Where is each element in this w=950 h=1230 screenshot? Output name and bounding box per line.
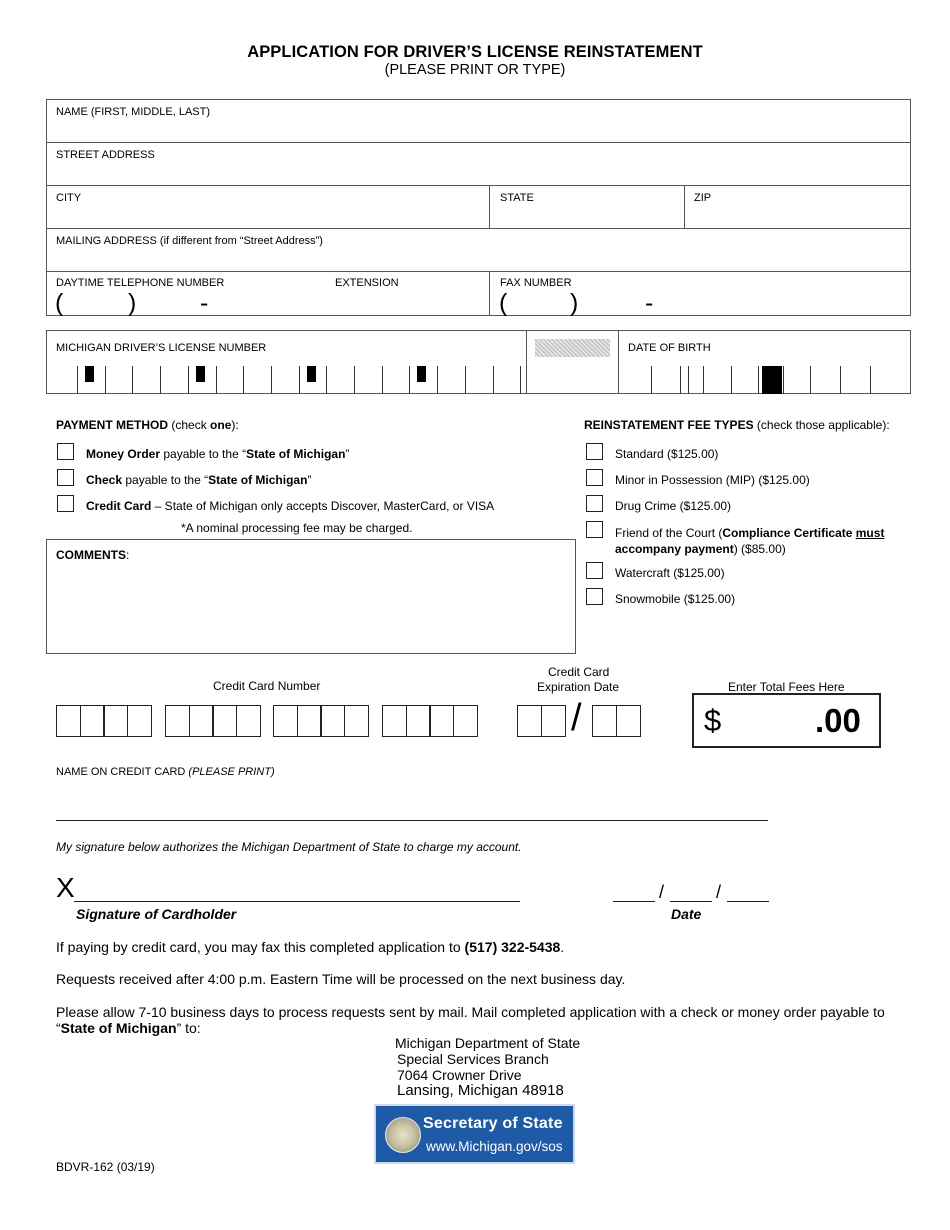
card-digit-cell[interactable] (406, 705, 431, 737)
cents-value: .00 (815, 702, 861, 739)
name-on-card-label: NAME ON CREDIT CARD (PLEASE PRINT) (56, 766, 275, 778)
card-digit-cell[interactable] (236, 705, 261, 737)
city-field[interactable]: CITY (56, 192, 82, 204)
expiration-digit-cell[interactable] (616, 705, 641, 737)
fax-paren-close: ) (570, 289, 579, 317)
license-digit-tick (216, 366, 217, 394)
street-address-field[interactable]: STREET ADDRESS (56, 149, 155, 161)
state-field[interactable]: STATE (500, 192, 534, 204)
address-line-2: Special Services Branch (397, 1051, 549, 1067)
form-number: BDVR-162 (03/19) (56, 1160, 155, 1174)
credit-card-checkbox[interactable] (57, 495, 74, 512)
check-label: Check payable to the “State of Michigan” (86, 473, 312, 487)
form-title: APPLICATION FOR DRIVER’S LICENSE REINSTATEMENT (247, 43, 703, 61)
address-line-1: Michigan Department of State (395, 1035, 581, 1051)
card-digit-cell[interactable] (453, 705, 478, 737)
license-number-field[interactable]: MICHIGAN DRIVER’S LICENSE NUMBER (56, 342, 267, 354)
card-digit-cell[interactable] (127, 705, 152, 737)
deadline-instructions: Requests received after 4:00 p.m. Eastern Time will be processed on the next business day. (56, 971, 626, 987)
license-separator-block (196, 366, 205, 382)
card-digit-cell[interactable] (344, 705, 369, 737)
daytime-phone-field[interactable]: DAYTIME TELEPHONE NUMBER (56, 277, 225, 289)
money-order-checkbox[interactable] (57, 443, 74, 460)
expiration-slash: / (571, 697, 582, 739)
dob-digit-tick (703, 366, 704, 394)
dob-digit-tick (688, 366, 689, 394)
license-digit-tick (271, 366, 272, 394)
card-digit-cell[interactable] (165, 705, 190, 737)
fax-paren-open: ( (499, 289, 508, 317)
mail-instructions-1: Please allow 7-10 business days to process requests sent by mail. Mail completed application with a check or money order payable to (56, 1004, 885, 1020)
card-digit-cell[interactable] (103, 705, 128, 737)
standard-fee-checkbox[interactable] (586, 443, 603, 460)
card-digit-cell[interactable] (189, 705, 214, 737)
phone-dash: - (200, 289, 209, 317)
license-digit-tick (326, 366, 327, 394)
credit-card-label: Credit Card – State of Michigan only accepts Discover, MasterCard, or VISA (86, 499, 495, 513)
card-digit-cell[interactable] (297, 705, 322, 737)
license-digit-tick (437, 366, 438, 394)
date-label: Date (671, 906, 702, 922)
license-separator-block (417, 366, 426, 382)
dob-digit-tick (651, 366, 652, 394)
address-line-4: Lansing, Michigan 48918 (397, 1082, 564, 1099)
name-on-card-line[interactable] (56, 820, 768, 821)
snowmobile-fee-checkbox[interactable] (586, 588, 603, 605)
check-checkbox[interactable] (57, 469, 74, 486)
dob-digit-tick (870, 366, 871, 394)
authorization-statement: My signature below authorizes the Michigan Department of State to charge my account. (56, 840, 522, 854)
expiration-digit-cell[interactable] (517, 705, 542, 737)
date-month-line[interactable] (613, 901, 655, 902)
card-digit-cell[interactable] (382, 705, 407, 737)
mailing-address-field[interactable]: MAILING ADDRESS (if different from “Street Address”) (56, 235, 323, 247)
dob-separator-block (762, 366, 782, 394)
money-order-label: Money Order payable to the “State of Michigan” (86, 447, 350, 461)
card-digit-cell[interactable] (212, 705, 237, 737)
signature-label: Signature of Cardholder (76, 906, 237, 922)
name-field[interactable]: NAME (FIRST, MIDDLE, LAST) (56, 106, 211, 118)
zip-field[interactable]: ZIP (694, 192, 712, 204)
dob-digit-tick (731, 366, 732, 394)
card-digit-cell[interactable] (429, 705, 454, 737)
expiration-label-1: Credit Card (548, 665, 610, 679)
signature-x: X (56, 872, 75, 903)
drug-crime-fee-label: Drug Crime ($125.00) (615, 499, 732, 513)
card-digit-cell[interactable] (80, 705, 105, 737)
license-digit-tick (299, 366, 300, 394)
mip-fee-checkbox[interactable] (586, 469, 603, 486)
credit-card-number-label: Credit Card Number (213, 679, 321, 693)
logo-title: Secretary of State (423, 1115, 563, 1132)
date-slash-2: / (716, 882, 722, 902)
expiration-digit-cell[interactable] (592, 705, 617, 737)
state-seal-icon (385, 1117, 421, 1153)
date-of-birth-field[interactable]: DATE OF BIRTH (628, 342, 711, 354)
date-year-line[interactable] (727, 901, 769, 902)
license-digit-tick (160, 366, 161, 394)
friend-of-court-fee-label: Friend of the Court (Compliance Certificate must accompany payment) ($85.00) (615, 526, 885, 556)
extension-field[interactable]: EXTENSION (335, 277, 399, 289)
logo-url: www.Michigan.gov/sos (426, 1139, 563, 1154)
dollar-sign: $ (704, 703, 722, 738)
gray-shaded-block (535, 339, 610, 357)
comments-label: COMMENTS: (56, 548, 130, 562)
watercraft-fee-checkbox[interactable] (586, 562, 603, 579)
card-digit-cell[interactable] (273, 705, 298, 737)
snowmobile-fee-label: Snowmobile ($125.00) (615, 592, 736, 606)
address-line-3: 7064 Crowner Drive (397, 1067, 522, 1083)
fee-types-heading: REINSTATEMENT FEE TYPES (check those applicable): (584, 418, 890, 432)
payment-method-heading: PAYMENT METHOD (check one): (56, 418, 239, 432)
license-digit-tick (132, 366, 133, 394)
fax-dash: - (645, 289, 654, 317)
license-separator-block (85, 366, 94, 382)
mail-instructions-2: “State of Michigan” to: (56, 1020, 201, 1036)
total-fees-label: Enter Total Fees Here (728, 680, 845, 694)
expiration-label-2: Expiration Date (537, 680, 620, 694)
license-digit-tick (354, 366, 355, 394)
drug-crime-fee-checkbox[interactable] (586, 495, 603, 512)
card-digit-cell[interactable] (320, 705, 345, 737)
license-digit-tick (243, 366, 244, 394)
dob-digit-tick (758, 366, 759, 394)
license-separator-block (307, 366, 316, 382)
license-digit-tick (465, 366, 466, 394)
friend-of-court-fee-checkbox[interactable] (586, 521, 603, 538)
fax-instructions: If paying by credit card, you may fax this completed application to (517) 322-5438. (56, 939, 565, 955)
date-slash-1: / (659, 882, 665, 902)
license-digit-tick (77, 366, 78, 394)
license-digit-tick (409, 366, 410, 394)
expiration-digit-cell[interactable] (541, 705, 566, 737)
standard-fee-label: Standard ($125.00) (615, 447, 719, 461)
phone-paren-open: ( (55, 289, 64, 317)
dob-digit-tick (810, 366, 811, 394)
license-digit-tick (382, 366, 383, 394)
license-digit-tick (493, 366, 494, 394)
signature-line[interactable] (74, 901, 520, 902)
date-day-line[interactable] (670, 901, 712, 902)
dob-digit-tick (840, 366, 841, 394)
license-digit-tick (105, 366, 106, 394)
watercraft-fee-label: Watercraft ($125.00) (615, 566, 725, 580)
license-digit-tick (188, 366, 189, 394)
form-subtitle: (PLEASE PRINT OR TYPE) (384, 62, 566, 78)
phone-paren-close: ) (128, 289, 137, 317)
license-digit-tick (520, 366, 521, 394)
dob-digit-tick (680, 366, 681, 394)
mip-fee-label: Minor in Possession (MIP) ($125.00) (615, 473, 810, 487)
nominal-fee-note: *A nominal processing fee may be charged. (181, 521, 413, 535)
fax-number-field[interactable]: FAX NUMBER (500, 277, 572, 289)
card-digit-cell[interactable] (56, 705, 81, 737)
secretary-of-state-logo (374, 1104, 575, 1164)
dob-digit-tick (783, 366, 784, 394)
